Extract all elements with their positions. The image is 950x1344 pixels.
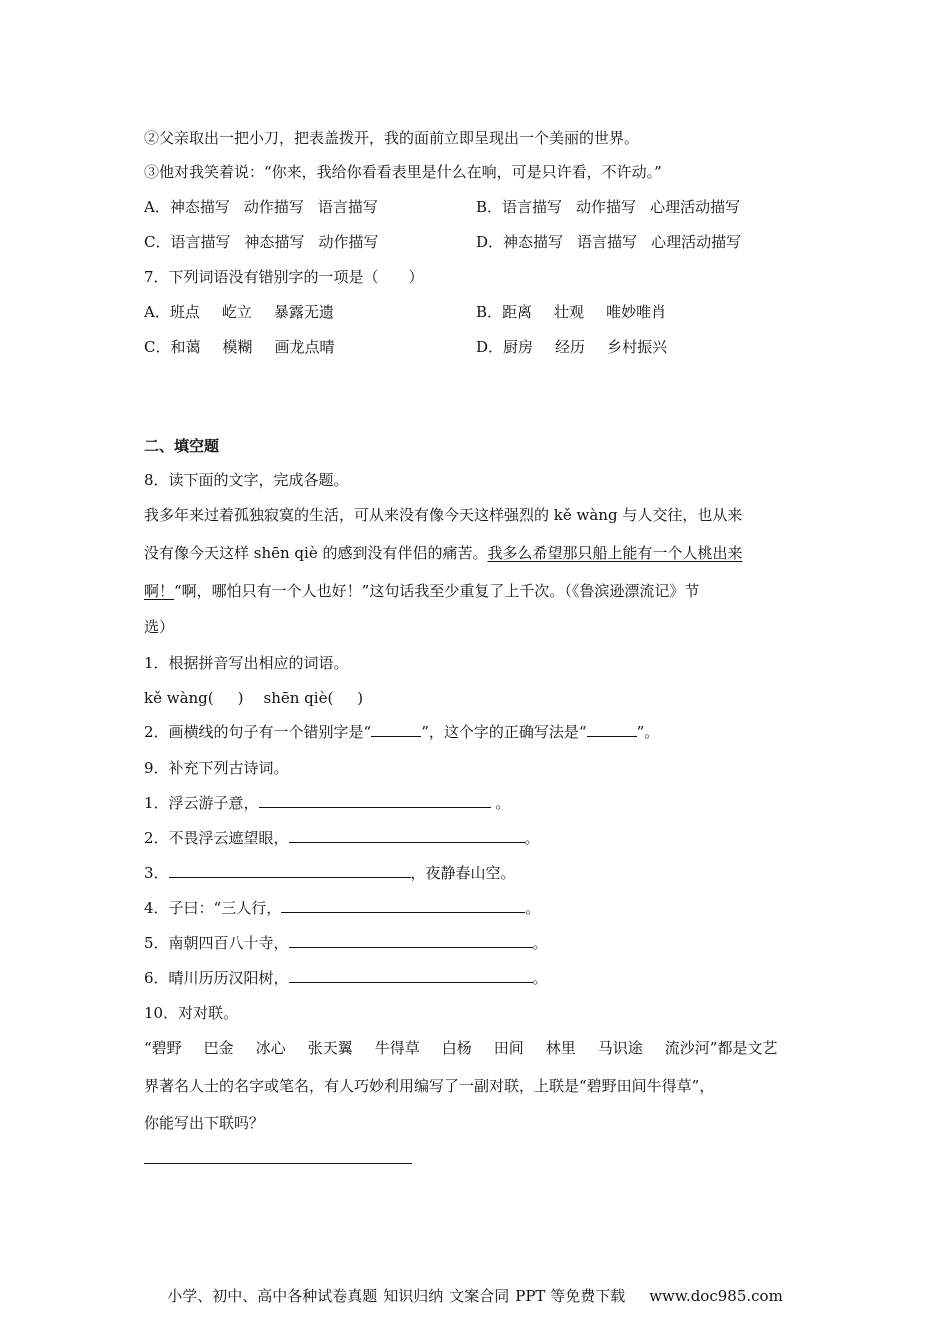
poem-blank-3[interactable] [169,863,411,878]
poem-blank-2[interactable] [289,828,525,843]
q9-line-4: 4．子曰：“三人行， 。 [144,899,541,917]
q6-item-2: ②父亲取出一把小刀，把表盖拨开，我的面前立即呈现出一个美丽的世界。 [144,129,640,147]
q6-option-c: C．语言描写 神态描写 动作描写 [144,233,379,251]
q10-line-3: 你能写出下联吗？ [144,1114,265,1132]
q8-passage-line-4: 选） [144,618,175,636]
blank-correct-char[interactable] [587,722,637,737]
poem-blank-5[interactable] [289,933,533,948]
q9-line-6: 6．晴川历历汉阳树， 。 [144,969,548,987]
q6-option-d: D．神态描写 语言描写 心理活动描写 [476,233,742,251]
q10-stem: 10．对对联。 [144,1004,239,1022]
footer-url: www.doc985.com [649,1287,783,1305]
q9-line-5: 5．南朝四百八十寺， 。 [144,934,548,952]
q8-pinyin-line: kě wàng( ) shēn qiè( ) [144,689,364,707]
couplet-answer-line[interactable] [144,1163,412,1164]
q8-sub-2: 2．画横线的句子有一个错别字是“ ”，这个字的正确写法是“ ”。 [144,723,660,741]
q6-option-b: B．语言描写 动作描写 心理活动描写 [476,198,741,216]
q7-option-c: C．和蔼 模糊 画龙点晴 [144,338,335,356]
q8-passage-line-2: 没有像今天这样 shēn qiè 的感到没有伴侣的痛苦。我多么希望那只船上能有一个人桃出来 [144,544,743,562]
poem-blank-6[interactable] [289,968,533,983]
q6-item-3: ③他对我笑着说：“你来，我给你看看表里是什么在响，可是只许看，不许动。” [144,163,662,181]
poem-blank-1[interactable] [259,793,491,808]
q7-stem: 7．下列词语没有错别字的一项是（ ） [144,268,424,286]
poem-blank-4[interactable] [281,898,525,913]
q8-passage-line-1: 我多年来过着孤独寂寞的生活，可从来没有像今天这样强烈的 kě wàng 与人交往，也从来 [144,506,743,524]
q7-option-d: D．厨房 经历 乡村振兴 [476,338,668,356]
q9-stem: 9．补充下列古诗词。 [144,759,289,777]
q10-line-2: 界著名人士的名字或笔名，有人巧妙利用编写了一副对联，上联是“碧野田间牛得草”， [144,1077,715,1095]
section-title: 二、填空题 [144,437,220,455]
q9-line-2: 2．不畏浮云遮望眼， 。 [144,829,540,847]
underlined-sentence-end: 啊！ [144,582,175,600]
q8-stem: 8．读下面的文字，完成各题。 [144,471,349,489]
q10-names-line: “碧野 巴金 冰心 张天翼 牛得草 白杨 田间 林里 马识途 流沙河”都是文艺 [144,1039,778,1057]
page-footer: 小学、初中、高中各种试卷真题 知识归纳 文案合同 PPT 等免费下载 www.doc985.com [167,1287,783,1305]
q8-sub-1: 1．根据拼音写出相应的词语。 [144,654,349,672]
q9-line-3: 3． ，夜静春山空。 [144,864,516,882]
underlined-sentence: 我多么希望那只船上能有一个人桃出来 [487,544,743,562]
q7-option-a: A．班点 屹立 暴露无遗 [144,303,334,321]
q7-option-b: B．距离 壮观 唯妙唯肖 [476,303,667,321]
q9-line-1: 1．浮云游子意， 。 [144,794,511,812]
q6-option-a: A．神态描写 动作描写 语言描写 [144,198,378,216]
q8-passage-line-3: 啊！“啊，哪怕只有一个人也好！”这句话我至少重复了上千次。（《鲁滨逊漂流记》节 [144,582,700,600]
blank-wrong-char[interactable] [371,722,421,737]
